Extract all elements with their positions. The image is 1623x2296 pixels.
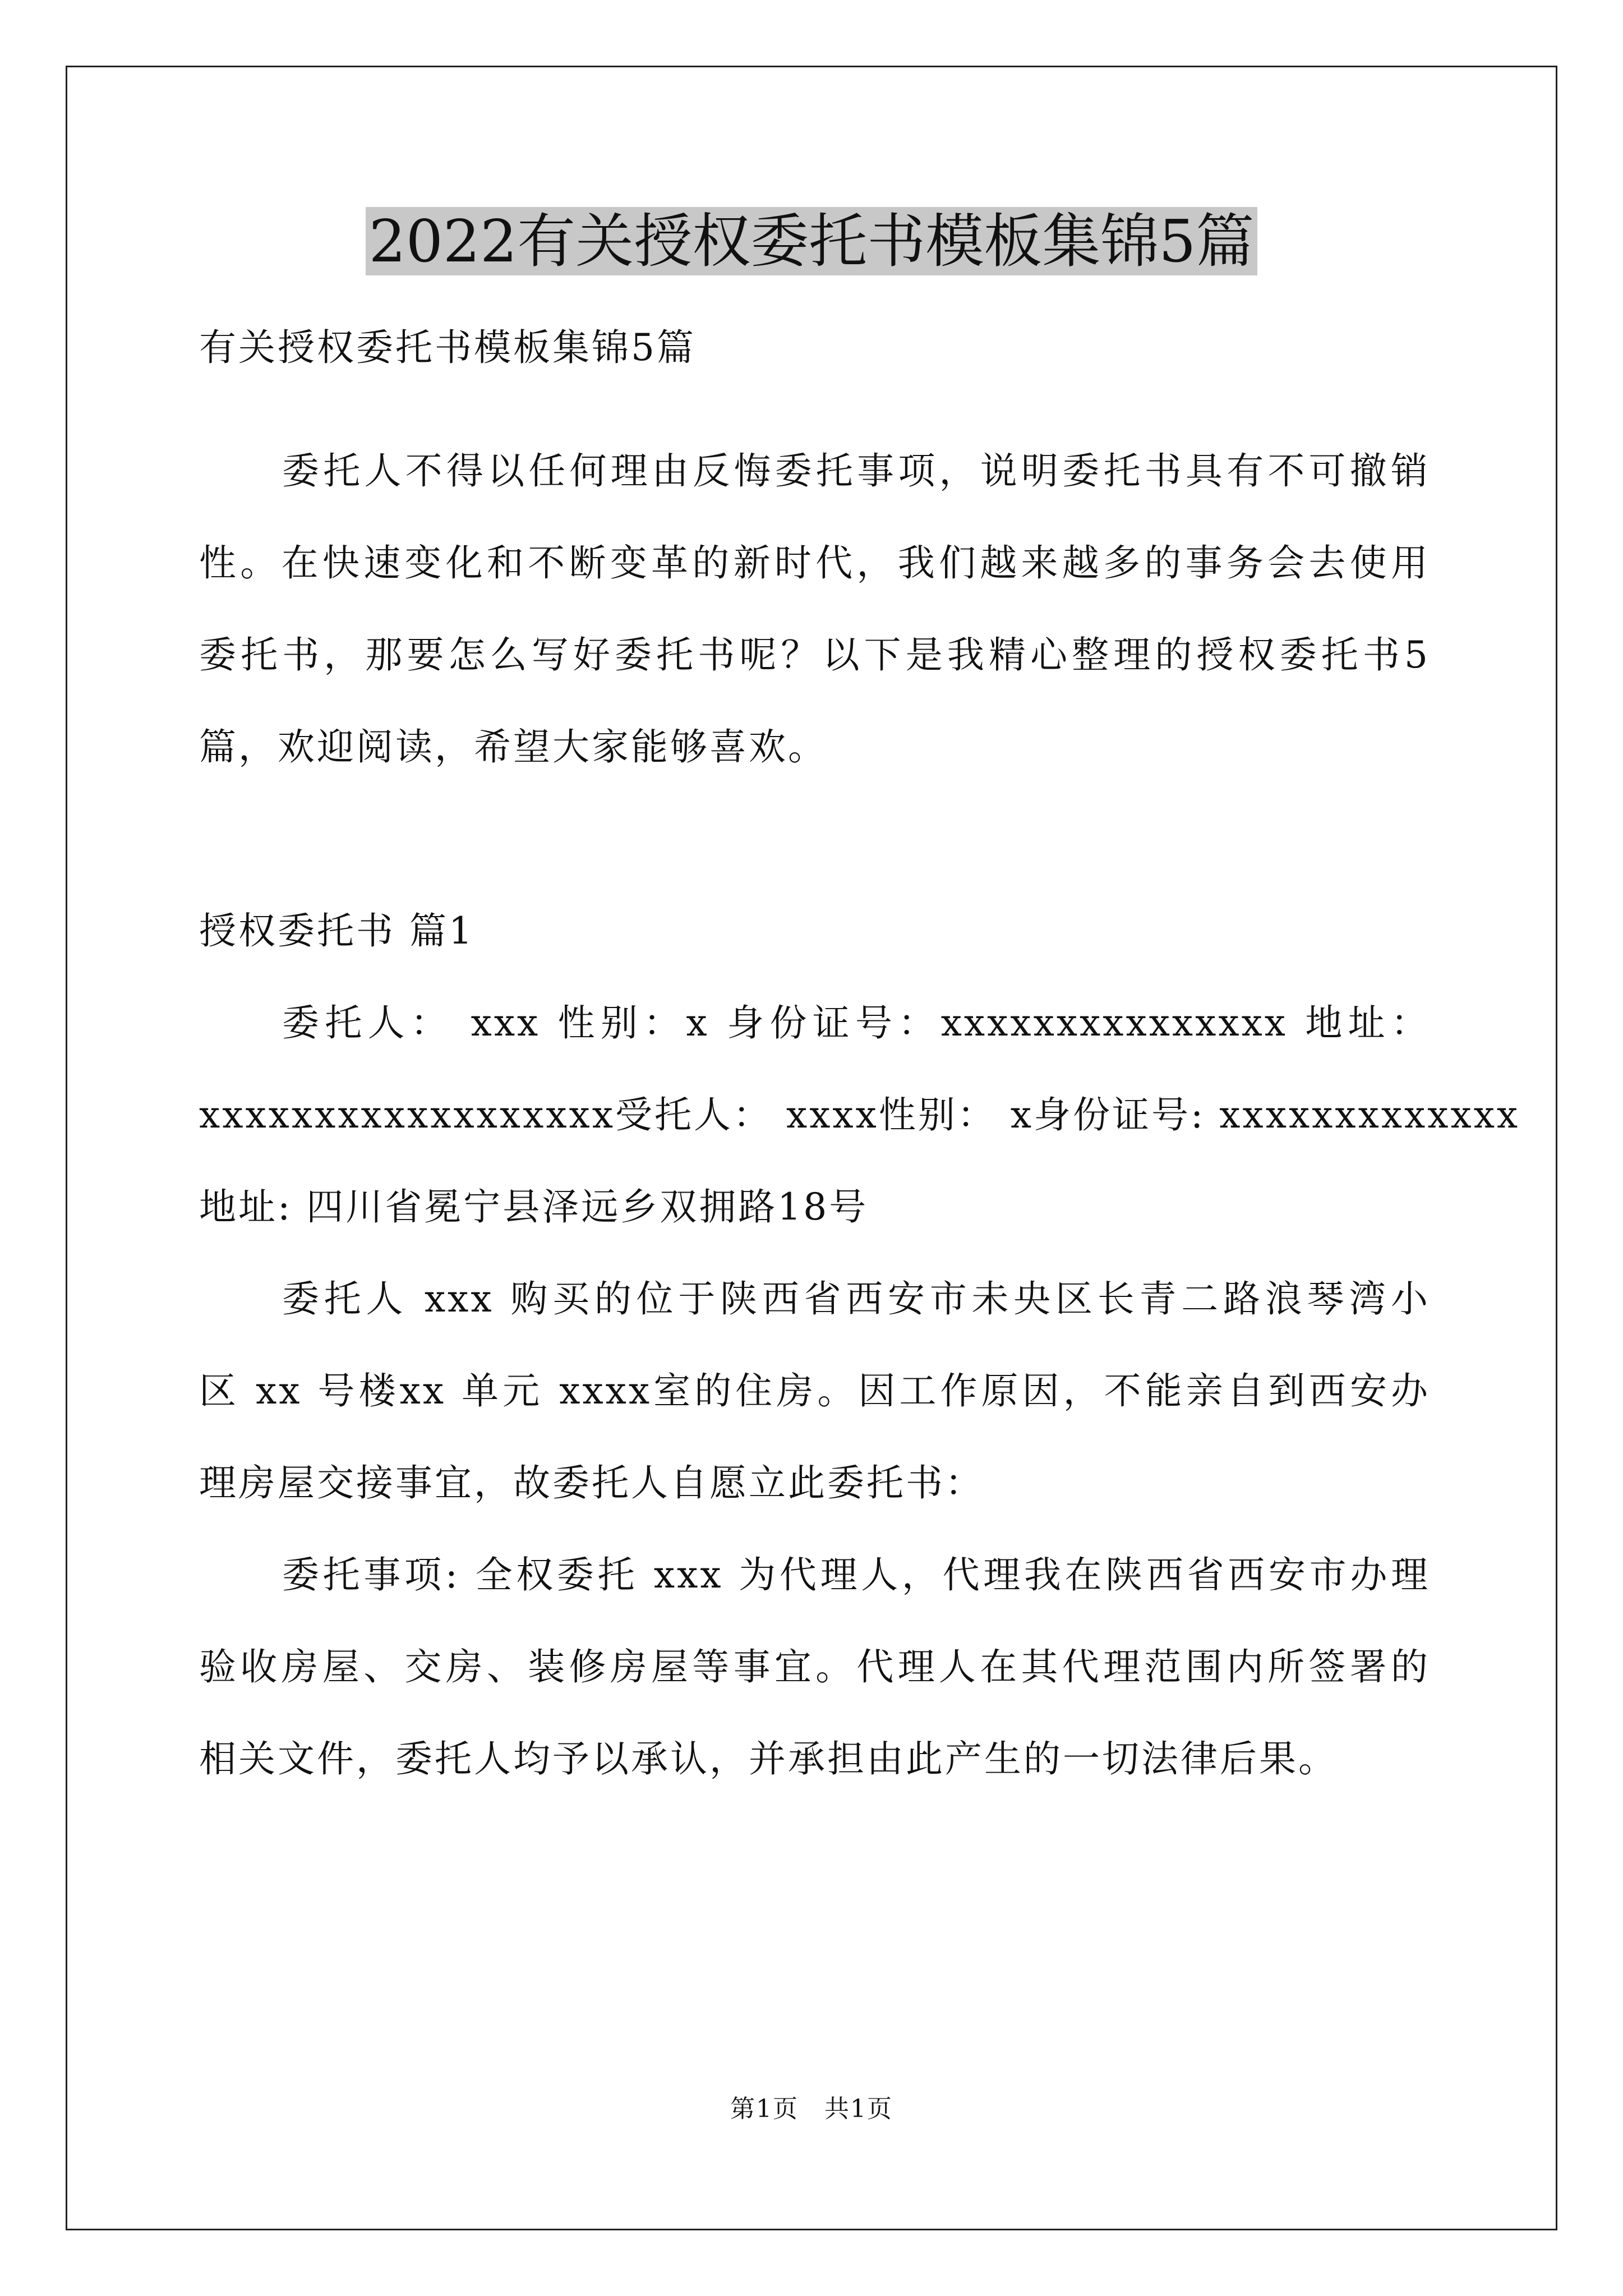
paragraph-line: 委托人 xxx 购买的位于陕西省西安市未央区长青二路浪琴湾小 — [282, 1277, 1430, 1320]
page-number-footer: 第1页 共1页 — [730, 2095, 893, 2123]
paragraph-line: 区 xx 号楼xx 单元 xxxx室的住房。因工作原因，不能亲自到西安办 — [199, 1369, 1430, 1412]
paragraph-line: 篇，欢迎阅读，希望大家能够喜欢。 — [199, 725, 827, 769]
paragraph-line: xxxxxxxxxxxxxxxxxx受托人： xxxx性别： x身份证号: xxxxxxxxxxxxx — [199, 1093, 1520, 1137]
section-heading: 授权委托书 篇1 — [199, 909, 474, 953]
paragraph-line: 委托人不得以任何理由反悔委托事项，说明委托书具有不可撤销 — [282, 449, 1430, 493]
paragraph-line: 委托书，那要怎么写好委托书呢？以下是我精心整理的授权委托书5 — [199, 633, 1430, 677]
subtitle-line: 有关授权委托书模板集锦5篇 — [199, 326, 696, 369]
paragraph-line: 理房屋交接事宜，故委托人自愿立此委托书： — [199, 1461, 984, 1504]
paragraph-line: 地址: 四川省冕宁县泽远乡双拥路18号 — [199, 1185, 869, 1228]
paragraph-line: 相关文件，委托人均予以承认，并承担由此产生的一切法律后果。 — [199, 1737, 1338, 1780]
document-title — [0, 199, 1623, 283]
paragraph-line: 委托人： xxx 性别：x 身份证号：xxxxxxxxxxxxxxx 地址： — [282, 1001, 1430, 1045]
title-text: 2022有关授权委托书模板集锦5篇 — [366, 207, 1258, 275]
paragraph-line: 委托事项: 全权委托 xxx 为代理人，代理我在陕西省西安市办理 — [282, 1553, 1430, 1596]
paragraph-line: 验收房屋、交房、装修房屋等事宜。代理人在其代理范围内所签署的 — [199, 1645, 1430, 1688]
paragraph-line: 性。在快速变化和不断变革的新时代，我们越来越多的事务会去使用 — [199, 541, 1430, 585]
